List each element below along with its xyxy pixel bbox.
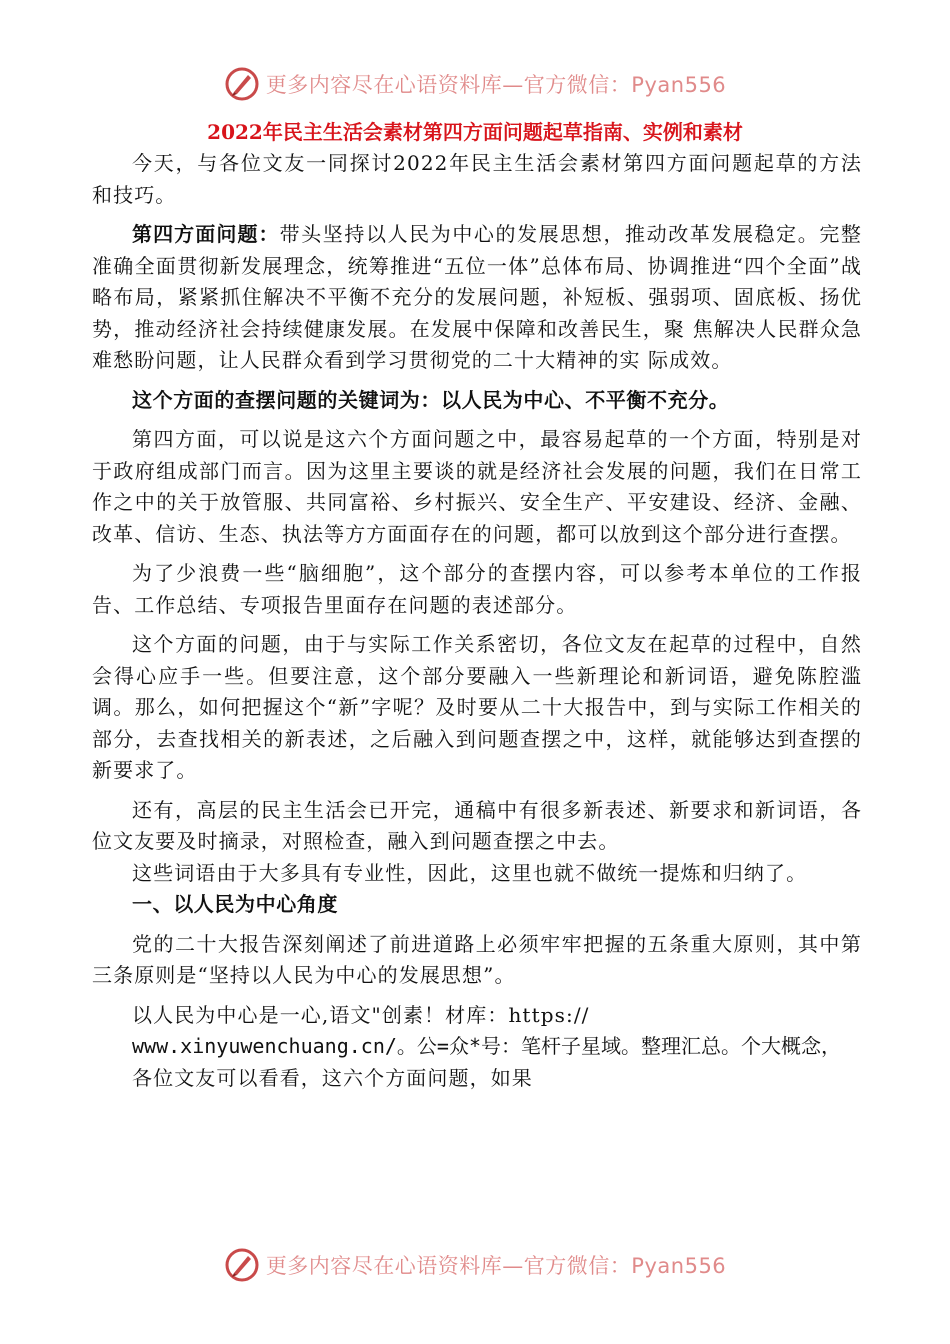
paragraph-source-line3: 各位文友可以看看，这六个方面问题，如果 (132, 1065, 533, 1090)
section-heading-people-centered: 一、以人民为中心角度 (132, 892, 338, 916)
paragraph-keywords: 这个方面的查摆问题的关键词为：以人民为中心、不平衡不充分。 (132, 387, 730, 412)
paragraph-easiest: 第四方面，可以说是这六个方面问题之中，最容易起草的一个方面，特别是对于政府组成部门而言。因为这里主要谈的就是经济社会发展的问题，我们在日常工作之中的关于放管服、共同富裕、乡村振兴、安全生产、平安建设、经济、金融、改革、信访、生态、执法等方方面面存在的问题，都可以放到这个部分进行查摆。 (92, 427, 862, 546)
header-banner (0, 64, 950, 104)
paragraph-reference: 为了少浪费一些“脑细胞”，这个部分的查摆内容，可以参考本单位的工作报告、工作总结、专项报告里面存在问题的表述部分。 (92, 561, 862, 617)
paragraph-professional: 这些词语由于大多具有专业性，因此，这里也就不做统一提炼和归纳了。 (132, 860, 808, 885)
paragraph-new-terms: 这个方面的问题，由于与实际工作关系密切，各位文友在起草的过程中，自然会得心应手一些。但要注意，这个部分要融入一些新理论和新词语，避免陈腔滥调。那么，如何把握这个“新”字呢？及时要从二十大报告中，到与实际工作相关的部分，去查找相关的新表述，之后融入到问题查摆之中，这样，就能够达到查摆的新要求了。 (92, 632, 862, 782)
banner-text: 更多内容尽在心语资料库—官方微信：Pyan556 (265, 73, 727, 97)
paragraph-source-line1: 以人民为中心是一心,语文"创素！材库：https:// (132, 1002, 590, 1027)
paragraph-intro: 今天，与各位文友一同探讨2022年民主生活会素材第四方面问题起草的方法和技巧。 (92, 151, 862, 207)
pen-logo-icon (224, 66, 260, 102)
pen-logo-icon (224, 1247, 260, 1283)
paragraph-principles: 党的二十大报告深刻阐述了前进道路上必须牢牢把握的五条重大原则，其中第三条原则是“坚持以人民为中心的发展思想”。 (92, 931, 862, 987)
paragraph-source-line2: www.xinyuwenchuang.cn/。公=众*号：笔杆子星域。整理汇总。个大概念， (132, 1034, 841, 1058)
banner-text: 更多内容尽在心语资料库—官方微信：Pyan556 (265, 1254, 727, 1278)
footer-banner (0, 1245, 950, 1285)
page-title: 2022年民主生活会素材第四方面问题起草指南、实例和素材 (207, 120, 743, 144)
fourth-aspect-text: 带头坚持以人民为中心的发展思想，推动改革发展稳定。完整准确全面贯彻新发展理念，统筹推进“五位一体”总体布局、协调推进“四个全面”战略布局，紧紧抓住解决不平衡不充分的发展问题，补短板、强弱项、固底板、扬优势，推动经济社会持续健康发展。在发展中保障和改善民生，聚 焦解决人民群众急难愁盼问题，让人民群众看到学习贯彻党的二十大精神的实 际成效。 (92, 222, 863, 372)
paragraph-high-level: 还有，高层的民主生活会已开完，通稿中有很多新表述、新要求和新词语，各位文友要及时摘录，对照检查，融入到问题查摆之中去。 (92, 797, 862, 853)
document-body (92, 148, 862, 1094)
paragraph-fourth-aspect (92, 219, 862, 377)
fourth-aspect-label: 第四方面问题： (132, 222, 280, 246)
